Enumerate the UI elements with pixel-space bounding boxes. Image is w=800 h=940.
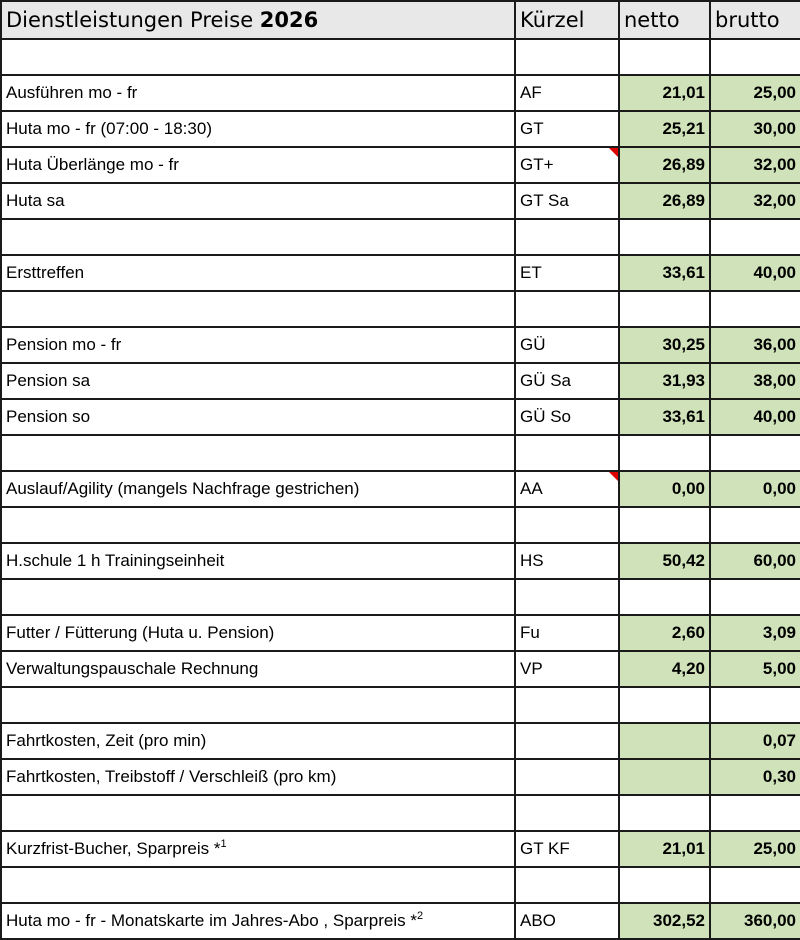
brutto-cell[interactable] [710, 471, 800, 507]
code-cell[interactable] [515, 471, 619, 507]
service-cell[interactable] [1, 759, 515, 795]
service-label: H.schule 1 h Trainingseinheit [6, 551, 225, 570]
service-label: Huta Überlänge mo - fr [6, 155, 179, 174]
brutto-value: 25,00 [753, 83, 796, 102]
service-cell[interactable] [1, 615, 515, 651]
empty-cell[interactable] [1, 507, 515, 543]
brutto-value: 5,00 [762, 659, 796, 678]
service-label: Ersttreffen [6, 263, 85, 282]
title-year: 2026 [259, 8, 319, 32]
price-table-body [1, 1, 800, 939]
blank-row [1, 507, 800, 543]
brutto-value: 40,00 [753, 263, 796, 282]
empty-cell[interactable] [515, 291, 619, 327]
netto-value: 302,52 [653, 911, 705, 930]
code-label: ABO [520, 911, 556, 930]
brutto-value: 30,00 [753, 119, 796, 138]
service-cell[interactable] [1, 543, 515, 579]
code-cell[interactable] [515, 759, 619, 795]
empty-cell[interactable] [710, 687, 800, 723]
code-label: GT KF [520, 839, 570, 858]
empty-cell[interactable] [710, 795, 800, 831]
code-cell[interactable] [515, 831, 619, 867]
service-label: Futter / Fütterung (Huta u. Pension) [6, 623, 275, 642]
empty-cell[interactable] [1, 291, 515, 327]
brutto-cell[interactable] [710, 831, 800, 867]
brutto-cell[interactable] [710, 651, 800, 687]
service-cell[interactable] [1, 471, 515, 507]
table-row [1, 651, 800, 687]
empty-cell[interactable] [515, 795, 619, 831]
netto-cell[interactable] [619, 147, 710, 183]
footnote-marker: 1 [220, 838, 227, 850]
netto-value: 30,25 [662, 335, 705, 354]
empty-cell[interactable] [710, 219, 800, 255]
netto-cell[interactable] [619, 615, 710, 651]
netto-cell[interactable] [619, 471, 710, 507]
empty-cell[interactable] [619, 39, 710, 75]
brutto-value: 60,00 [753, 551, 796, 570]
code-cell[interactable] [515, 255, 619, 291]
table-row [1, 759, 800, 795]
service-label: Huta sa [6, 191, 65, 210]
brutto-value: 3,09 [762, 623, 796, 642]
code-cell[interactable] [515, 147, 619, 183]
table-row [1, 723, 800, 759]
netto-value: 33,61 [662, 263, 705, 282]
code-label: GT Sa [520, 191, 569, 210]
table-row [1, 831, 800, 867]
service-label: Fahrtkosten, Zeit (pro min) [6, 731, 207, 750]
code-cell[interactable] [515, 723, 619, 759]
blank-row [1, 39, 800, 75]
blank-row [1, 219, 800, 255]
code-label: GÜ Sa [520, 371, 572, 390]
netto-cell[interactable] [619, 723, 710, 759]
empty-cell[interactable] [619, 795, 710, 831]
brutto-value: 360,00 [744, 911, 796, 930]
table-row [1, 255, 800, 291]
empty-cell[interactable] [619, 291, 710, 327]
empty-cell[interactable] [710, 867, 800, 903]
code-cell[interactable] [515, 183, 619, 219]
netto-value: 33,61 [662, 407, 705, 426]
empty-cell[interactable] [619, 579, 710, 615]
comment-indicator-icon[interactable] [609, 472, 618, 481]
empty-cell[interactable] [515, 435, 619, 471]
empty-cell[interactable] [710, 291, 800, 327]
brutto-value: 0,07 [762, 731, 796, 750]
service-cell[interactable] [1, 831, 515, 867]
brutto-value: 32,00 [753, 155, 796, 174]
column-header-code: Kürzel [520, 8, 585, 32]
empty-cell[interactable] [515, 579, 619, 615]
empty-cell[interactable] [515, 507, 619, 543]
brutto-cell[interactable] [710, 183, 800, 219]
code-label: VP [520, 659, 543, 678]
code-label: GÜ So [520, 407, 572, 426]
brutto-cell[interactable] [710, 327, 800, 363]
brutto-cell[interactable] [710, 363, 800, 399]
code-cell[interactable] [515, 111, 619, 147]
service-cell[interactable] [1, 399, 515, 435]
service-label: Pension sa [6, 371, 91, 390]
code-label: ET [520, 263, 542, 282]
netto-cell[interactable] [619, 831, 710, 867]
brutto-cell[interactable] [710, 255, 800, 291]
brutto-cell[interactable] [710, 543, 800, 579]
netto-cell[interactable] [619, 651, 710, 687]
header-brutto-cell[interactable] [710, 1, 800, 39]
service-label: Verwaltungspauschale Rechnung [6, 659, 259, 678]
service-label: Auslauf/Agility (mangels Nachfrage gestrichen) [6, 479, 360, 498]
netto-value: 26,89 [662, 155, 705, 174]
title-cell[interactable] [1, 1, 515, 39]
brutto-value: 0,30 [762, 767, 796, 786]
empty-cell[interactable] [710, 435, 800, 471]
column-header-brutto: brutto [715, 8, 780, 32]
table-row [1, 183, 800, 219]
netto-cell[interactable] [619, 111, 710, 147]
netto-value: 21,01 [662, 83, 705, 102]
empty-cell[interactable] [1, 687, 515, 723]
empty-cell[interactable] [710, 579, 800, 615]
code-cell[interactable] [515, 363, 619, 399]
empty-cell[interactable] [1, 435, 515, 471]
service-label: Fahrtkosten, Treibstoff / Verschleiß (pro km) [6, 767, 337, 786]
brutto-value: 40,00 [753, 407, 796, 426]
netto-cell[interactable] [619, 759, 710, 795]
service-label: Ausführen mo - fr [6, 83, 138, 102]
code-label: AF [520, 83, 542, 102]
brutto-cell[interactable] [710, 759, 800, 795]
code-label: GT [520, 119, 544, 138]
empty-cell[interactable] [619, 507, 710, 543]
netto-cell[interactable] [619, 255, 710, 291]
service-cell[interactable] [1, 651, 515, 687]
brutto-cell[interactable] [710, 111, 800, 147]
brutto-value: 25,00 [753, 839, 796, 858]
code-label: HS [520, 551, 544, 570]
code-label: AA [520, 479, 543, 498]
empty-cell[interactable] [710, 507, 800, 543]
netto-value: 26,89 [662, 191, 705, 210]
empty-cell[interactable] [1, 219, 515, 255]
table-row [1, 615, 800, 651]
service-cell[interactable] [1, 723, 515, 759]
empty-cell[interactable] [710, 39, 800, 75]
empty-cell[interactable] [619, 867, 710, 903]
netto-cell[interactable] [619, 75, 710, 111]
code-cell[interactable] [515, 399, 619, 435]
empty-cell[interactable] [1, 795, 515, 831]
brutto-cell[interactable] [710, 399, 800, 435]
netto-value: 50,42 [662, 551, 705, 570]
netto-value: 31,93 [662, 371, 705, 390]
brutto-value: 32,00 [753, 191, 796, 210]
netto-value: 0,00 [671, 479, 705, 498]
service-label: Kurzfrist-Bucher, Sparpreis * [6, 839, 221, 858]
table-row [1, 147, 800, 183]
service-cell[interactable] [1, 183, 515, 219]
netto-value: 25,21 [662, 119, 705, 138]
service-label: Pension mo - fr [6, 335, 122, 354]
netto-cell[interactable] [619, 399, 710, 435]
service-cell[interactable] [1, 363, 515, 399]
header-row [1, 1, 800, 39]
table-row [1, 75, 800, 111]
brutto-cell[interactable] [710, 615, 800, 651]
empty-cell[interactable] [1, 39, 515, 75]
table-row [1, 363, 800, 399]
empty-cell[interactable] [515, 867, 619, 903]
table-row [1, 543, 800, 579]
service-cell[interactable] [1, 255, 515, 291]
empty-cell[interactable] [619, 687, 710, 723]
brutto-cell[interactable] [710, 75, 800, 111]
empty-cell[interactable] [515, 219, 619, 255]
code-label: GÜ [520, 335, 546, 354]
code-label: GT+ [520, 155, 554, 174]
service-cell[interactable] [1, 75, 515, 111]
brutto-cell[interactable] [710, 723, 800, 759]
table-row [1, 111, 800, 147]
brutto-cell[interactable] [710, 147, 800, 183]
empty-cell[interactable] [1, 579, 515, 615]
code-cell[interactable] [515, 327, 619, 363]
service-label: Huta mo - fr (07:00 - 18:30) [6, 119, 212, 138]
brutto-value: 36,00 [753, 335, 796, 354]
empty-cell[interactable] [619, 435, 710, 471]
empty-cell[interactable] [1, 867, 515, 903]
netto-value: 4,20 [671, 659, 705, 678]
code-cell[interactable] [515, 615, 619, 651]
service-label: Pension so [6, 407, 91, 426]
empty-cell[interactable] [515, 39, 619, 75]
blank-row [1, 867, 800, 903]
code-cell[interactable] [515, 543, 619, 579]
netto-cell[interactable] [619, 543, 710, 579]
table-row [1, 399, 800, 435]
header-netto-cell[interactable] [619, 1, 710, 39]
code-cell[interactable] [515, 75, 619, 111]
table-row [1, 327, 800, 363]
code-cell[interactable] [515, 651, 619, 687]
page-title: Dienstleistungen Preise [6, 8, 254, 32]
netto-cell[interactable] [619, 363, 710, 399]
service-cell[interactable] [1, 147, 515, 183]
empty-cell[interactable] [619, 219, 710, 255]
empty-cell[interactable] [515, 687, 619, 723]
brutto-value: 0,00 [762, 479, 796, 498]
netto-value: 21,01 [662, 839, 705, 858]
code-label: Fu [520, 623, 540, 642]
blank-row [1, 687, 800, 723]
footnote-marker: 2 [416, 910, 424, 922]
blank-row [1, 795, 800, 831]
blank-row [1, 435, 800, 471]
header-code-cell[interactable] [515, 1, 619, 39]
netto-cell[interactable] [619, 327, 710, 363]
comment-indicator-icon[interactable] [609, 148, 618, 157]
service-label: Huta mo - fr - Monatskarte im Jahres-Abo , Sparpreis * [6, 911, 417, 930]
netto-value: 2,60 [671, 623, 705, 642]
column-header-netto: netto [624, 8, 680, 32]
netto-cell[interactable] [619, 183, 710, 219]
service-cell[interactable] [1, 327, 515, 363]
service-cell[interactable] [1, 111, 515, 147]
blank-row [1, 291, 800, 327]
table-row [1, 471, 800, 507]
blank-row [1, 579, 800, 615]
brutto-value: 38,00 [753, 371, 796, 390]
